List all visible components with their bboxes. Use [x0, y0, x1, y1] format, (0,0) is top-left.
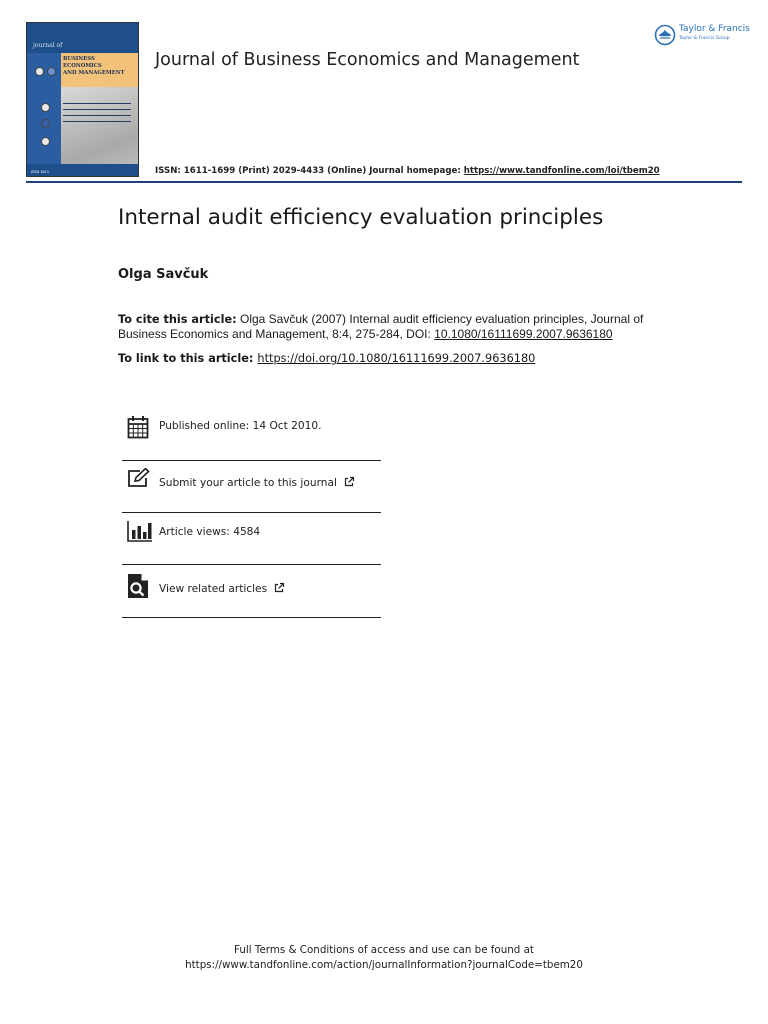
bar-chart-icon — [127, 520, 153, 542]
issn-line — [155, 166, 660, 176]
search-document-icon — [127, 573, 149, 599]
link-label: To link to this article: — [118, 352, 254, 365]
publisher-name: Taylor & Francis — [679, 24, 750, 34]
cover-journal-of: journal of — [33, 42, 63, 49]
info-divider — [122, 460, 381, 461]
publisher-group: Taylor & Francis Group — [679, 36, 730, 41]
taylor-francis-logo-icon — [654, 24, 676, 46]
cover-emblem-3 — [41, 103, 50, 112]
info-divider — [122, 617, 381, 618]
cite-text: Olga Savčuk (2007) Internal audit efficiency evaluation principles, Journal of Business Economics and Management, 8:4, 275-284, DOI: — [118, 312, 644, 341]
submit-article-link[interactable] — [122, 466, 381, 496]
article-doi-url[interactable]: https://doi.org/10.1080/16111699.2007.9636180 — [257, 352, 536, 365]
cover-emblem-4 — [41, 119, 50, 128]
external-link-icon — [274, 582, 285, 593]
cover-emblem-5 — [41, 137, 50, 146]
doi-link[interactable]: 10.1080/16111699.2007.9636180 — [434, 327, 613, 341]
article-views-item — [122, 518, 381, 548]
related-articles-label: View related articles — [159, 582, 285, 595]
journal-cover — [26, 22, 139, 177]
cover-emblem-1 — [35, 67, 44, 76]
footer-terms: Full Terms & Conditions of access and use can be found at — [234, 944, 534, 956]
cite-label: To cite this article: — [118, 313, 237, 326]
info-divider — [122, 512, 381, 513]
issn-text: ISSN: 1611-1699 (Print) 2029-4433 (Online) Journal homepage: — [155, 166, 464, 176]
header-divider — [26, 181, 742, 183]
article-views: Article views: 4584 — [159, 526, 261, 538]
citation — [118, 312, 658, 342]
published-date: Published online: 14 Oct 2010. — [159, 420, 322, 432]
published-online-item — [122, 414, 381, 444]
related-articles-link[interactable] — [122, 570, 381, 602]
article-title: Internal audit efficiency evaluation principles — [118, 205, 604, 230]
journal-homepage-link[interactable]: https://www.tandfonline.com/loi/tbem20 — [463, 166, 660, 176]
external-link-icon — [344, 476, 355, 487]
footer — [0, 943, 768, 973]
cover-issn: ISSN 1611 — [31, 170, 50, 174]
info-divider — [122, 564, 381, 565]
footer-url[interactable]: https://www.tandfonline.com/action/journalInformation?journalCode=tbem20 — [185, 959, 583, 971]
article-link — [118, 352, 535, 365]
journal-title: Journal of Business Economics and Management — [155, 50, 580, 70]
submit-article-label: Submit your article to this journal — [159, 476, 355, 489]
calendar-icon — [127, 415, 149, 439]
cover-title: BUSINESS ECONOMICS AND MANAGEMENT — [63, 56, 125, 76]
article-author: Olga Savčuk — [118, 267, 209, 282]
edit-icon — [127, 468, 151, 488]
cover-emblem-2 — [47, 67, 56, 76]
